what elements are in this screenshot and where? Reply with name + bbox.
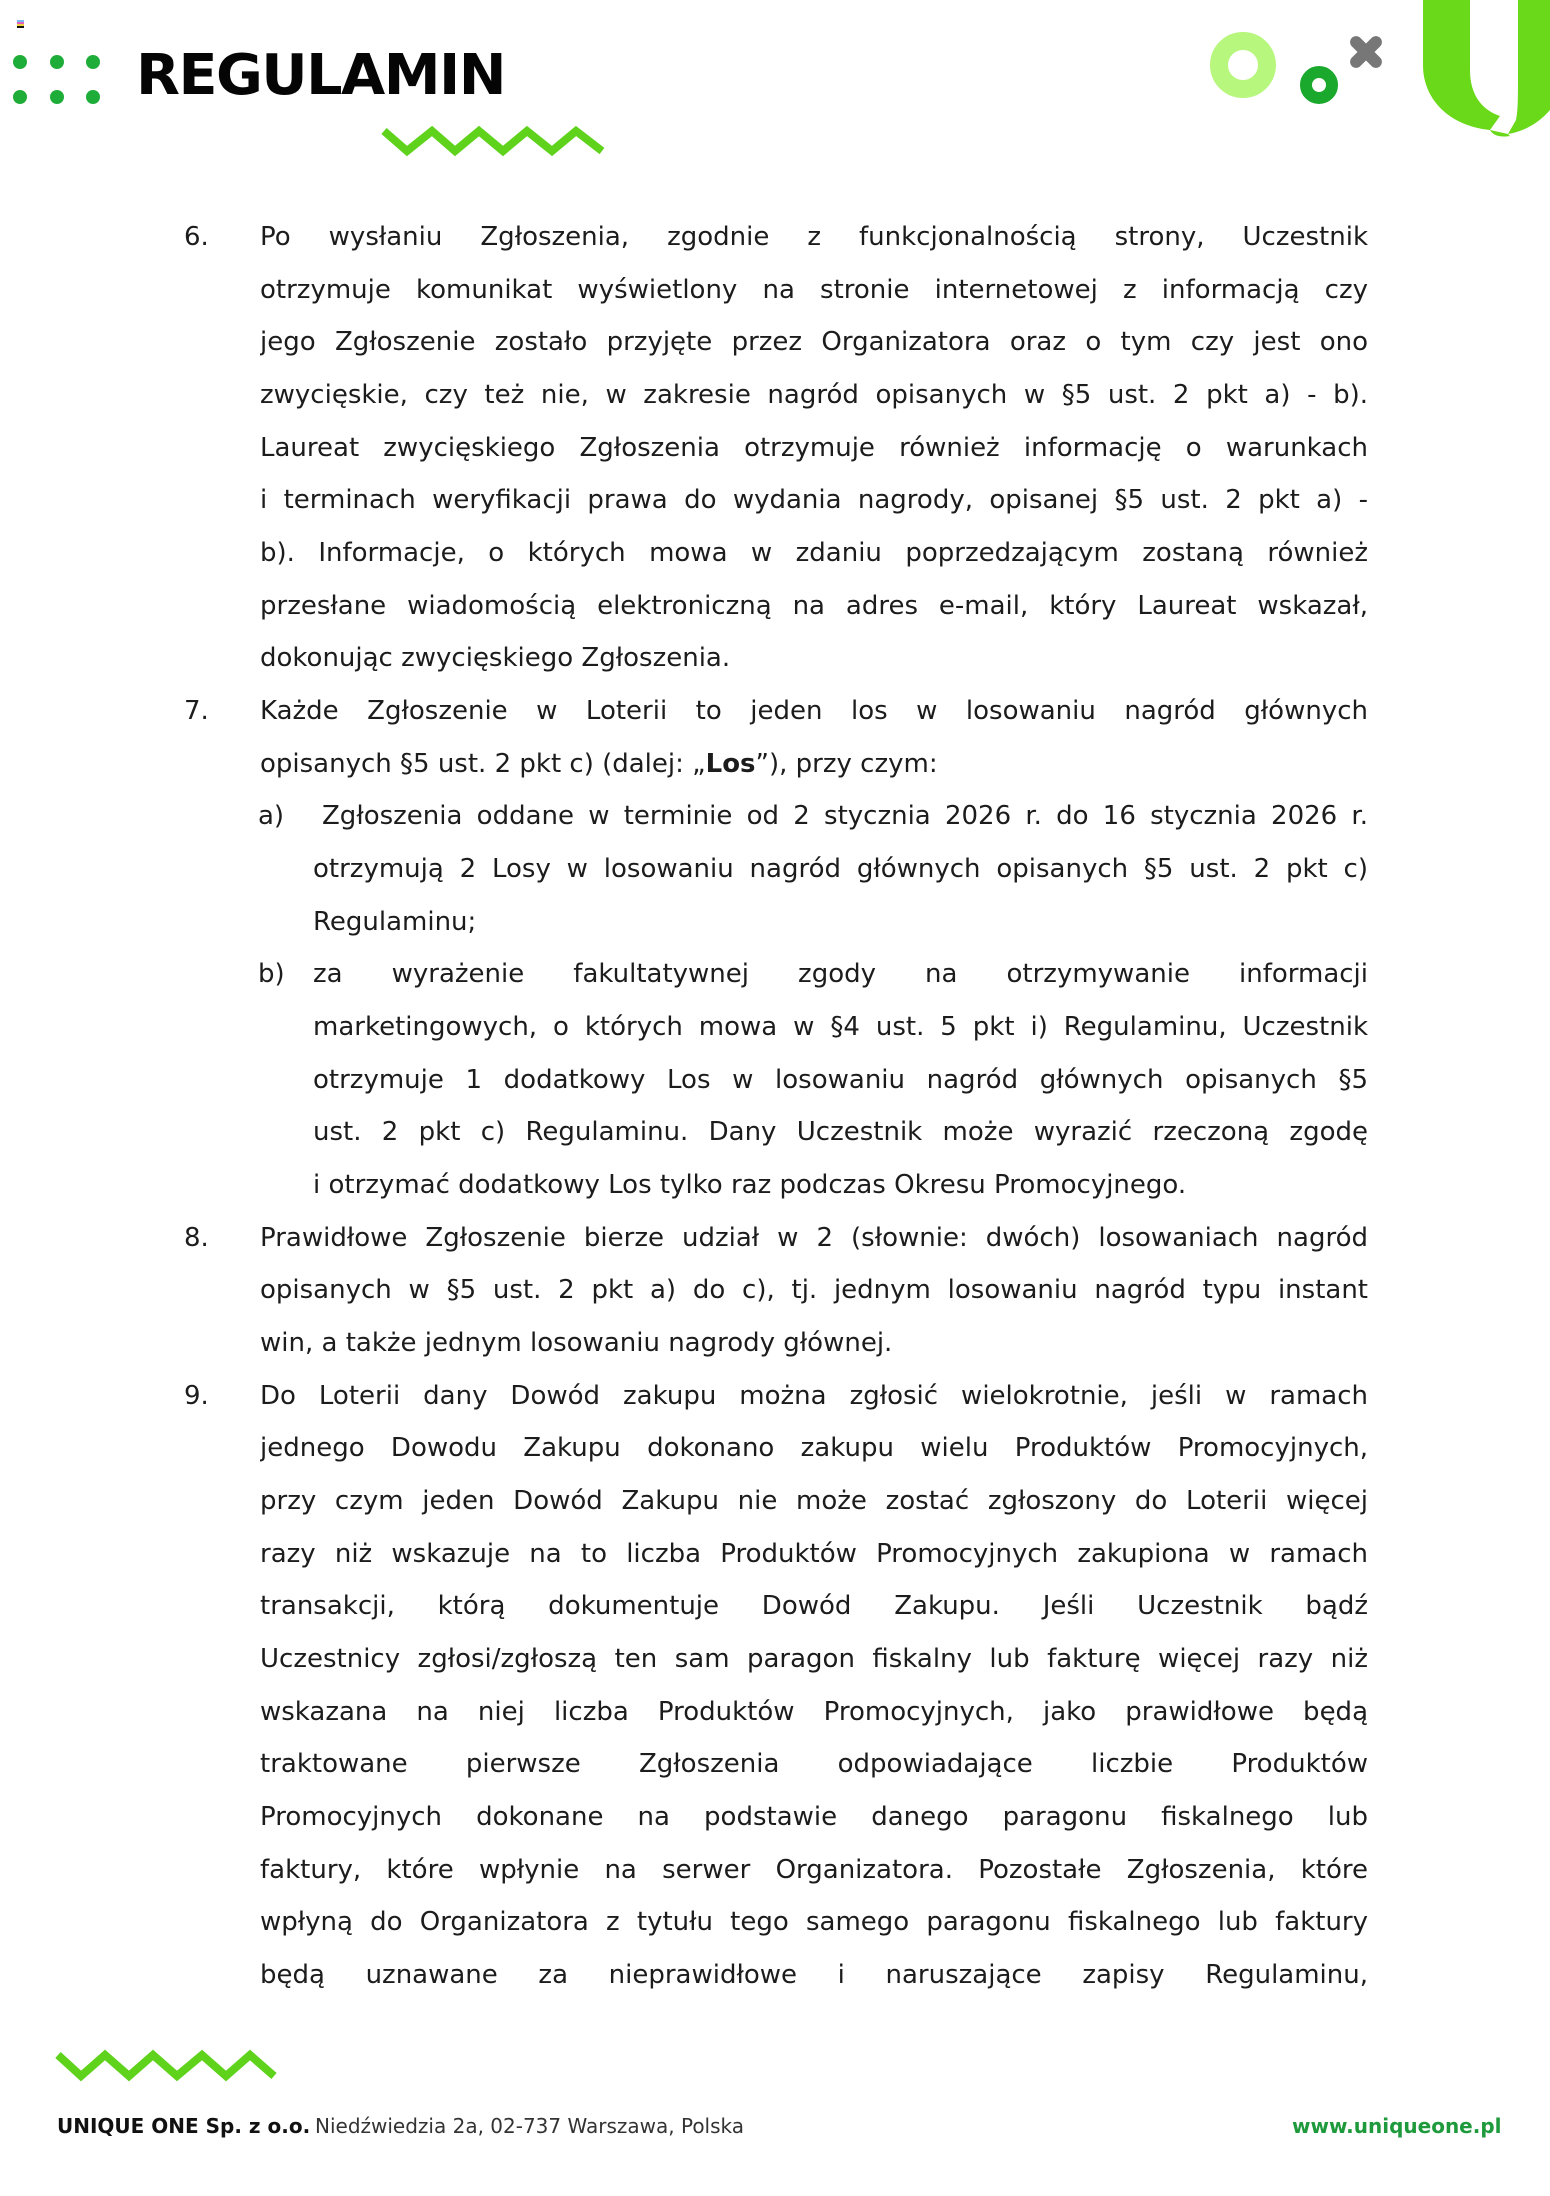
text-line: ust. 2 pkt c) Regulaminu. Dany Uczestnik może wyrazić rzeczoną zgodę [313,1117,1368,1147]
print-registration-mark [17,20,24,27]
subitem-label: b) [258,959,285,989]
text-line: jednego Dowodu Zakupu dokonano zakupu wielu Produktów Promocyjnych, [260,1433,1368,1463]
small-ring-icon [1300,66,1338,104]
dots-grid-icon [13,55,103,105]
text-line: b). Informacje, o których mowa w zdaniu poprzedzającym zostaną również [260,538,1368,568]
text-line: otrzymuje 1 dodatkowy Los w losowaniu nagród głównych opisanych §5 [313,1065,1368,1095]
definition-suffix: ”), przy czym: [755,749,938,779]
text-line-with-definition [260,738,1368,790]
text-line: Prawidłowe Zgłoszenie bierze udział w 2 (słownie: dwóch) losowaniach nagród [260,1223,1368,1253]
text-line: Po wysłaniu Zgłoszenia, zgodnie z funkcjonalnością strony, Uczestnik [260,222,1368,252]
text-line: Regulaminu; [313,907,477,937]
footer-zigzag-decoration-icon [54,2046,282,2086]
text-line: będą uznawane za nieprawidłowe i naruszające zapisy Regulaminu, [260,1960,1368,1990]
text-line: Laureat zwycięskiego Zgłoszenia otrzymuje również informację o warunkach [260,433,1368,463]
subitem-label: a) [258,801,285,831]
text-line: traktowane pierwsze Zgłoszenia odpowiadające liczbie Produktów [260,1749,1368,1779]
text-line: Do Loterii dany Dowód zakupu można zgłosić wielokrotnie, jeśli w ramach [260,1381,1368,1411]
cross-icon [1346,32,1386,72]
text-line: za wyrażenie fakultatywnej zgody na otrzymywanie informacji [313,959,1368,989]
text-line: marketingowych, o których mowa w §4 ust. 5 pkt i) Regulaminu, Uczestnik [313,1012,1368,1042]
text-line: zwycięskie, czy też nie, w zakresie nagród opisanych w §5 ust. 2 pkt a) - b). [260,380,1368,410]
footer-address: Niedźwiedzia 2a, 02-737 Warszawa, Polska [315,2114,745,2138]
item-number: 9. [184,1381,209,1411]
text-line: Zgłoszenia oddane w terminie od 2 stycznia 2026 r. do 16 stycznia 2026 r. [322,801,1368,831]
footer-company-name: UNIQUE ONE Sp. z o.o. [57,2114,311,2138]
item-number: 6. [184,222,209,252]
text-line: otrzymują 2 Losy w losowaniu nagród głównych opisanych §5 ust. 2 pkt c) [313,854,1368,884]
unique-logo-u-icon [1420,0,1550,142]
text-line: otrzymuje komunikat wyświetlony na stronie internetowej z informacją czy [260,275,1368,305]
item-number: 8. [184,1223,209,1253]
large-ring-icon [1210,32,1276,98]
text-line: i otrzymać dodatkowy Los tylko raz podczas Okresu Promocyjnego. [313,1170,1187,1200]
page-title: REGULAMIN [136,43,506,108]
text-line: i terminach weryfikacji prawa do wydania nagrody, opisanej §5 ust. 2 pkt a) - [260,485,1368,515]
text-line: wpłyną do Organizatora z tytułu tego samego paragonu fiskalnego lub faktury [260,1907,1368,1937]
text-line: Każde Zgłoszenie w Loterii to jeden los w losowaniu nagród głównych [260,696,1368,726]
text-line: win, a także jednym losowaniu nagrody głównej. [260,1328,893,1358]
text-line: transakcji, którą dokumentuje Dowód Zakupu. Jeśli Uczestnik bądź [260,1591,1368,1621]
text-line: przesłane wiadomością elektroniczną na adres e-mail, który Laureat wskazał, [260,591,1368,621]
text-line: Promocyjnych dokonane na podstawie danego paragonu fiskalnego lub [260,1802,1368,1832]
text-line: wskazana na niej liczba Produktów Promocyjnych, jako prawidłowe będą [260,1697,1368,1727]
text-line: opisanych w §5 ust. 2 pkt a) do c), tj. jednym losowaniu nagród typu instant [260,1275,1368,1305]
zigzag-decoration-icon [380,120,608,160]
text-line: faktury, które wpłynie na serwer Organizatora. Pozostałe Zgłoszenia, które [260,1855,1368,1885]
item-number: 7. [184,696,209,726]
text-line: dokonując zwycięskiego Zgłoszenia. [260,643,731,673]
footer-website-link[interactable]: www.uniqueone.pl [1292,2114,1502,2138]
text-line: razy niż wskazuje na to liczba Produktów Promocyjnych zakupiona w ramach [260,1539,1368,1569]
defined-term-los: Los [705,749,756,779]
definition-prefix: opisanych §5 ust. 2 pkt c) (dalej: „ [260,749,706,779]
text-line: jego Zgłoszenie zostało przyjęte przez Organizatora oraz o tym czy jest ono [260,327,1368,357]
text-line: Uczestnicy zgłosi/zgłoszą ten sam paragon fiskalny lub fakturę więcej razy niż [260,1644,1368,1674]
text-line: przy czym jeden Dowód Zakupu nie może zostać zgłoszony do Loterii więcej [260,1486,1368,1516]
